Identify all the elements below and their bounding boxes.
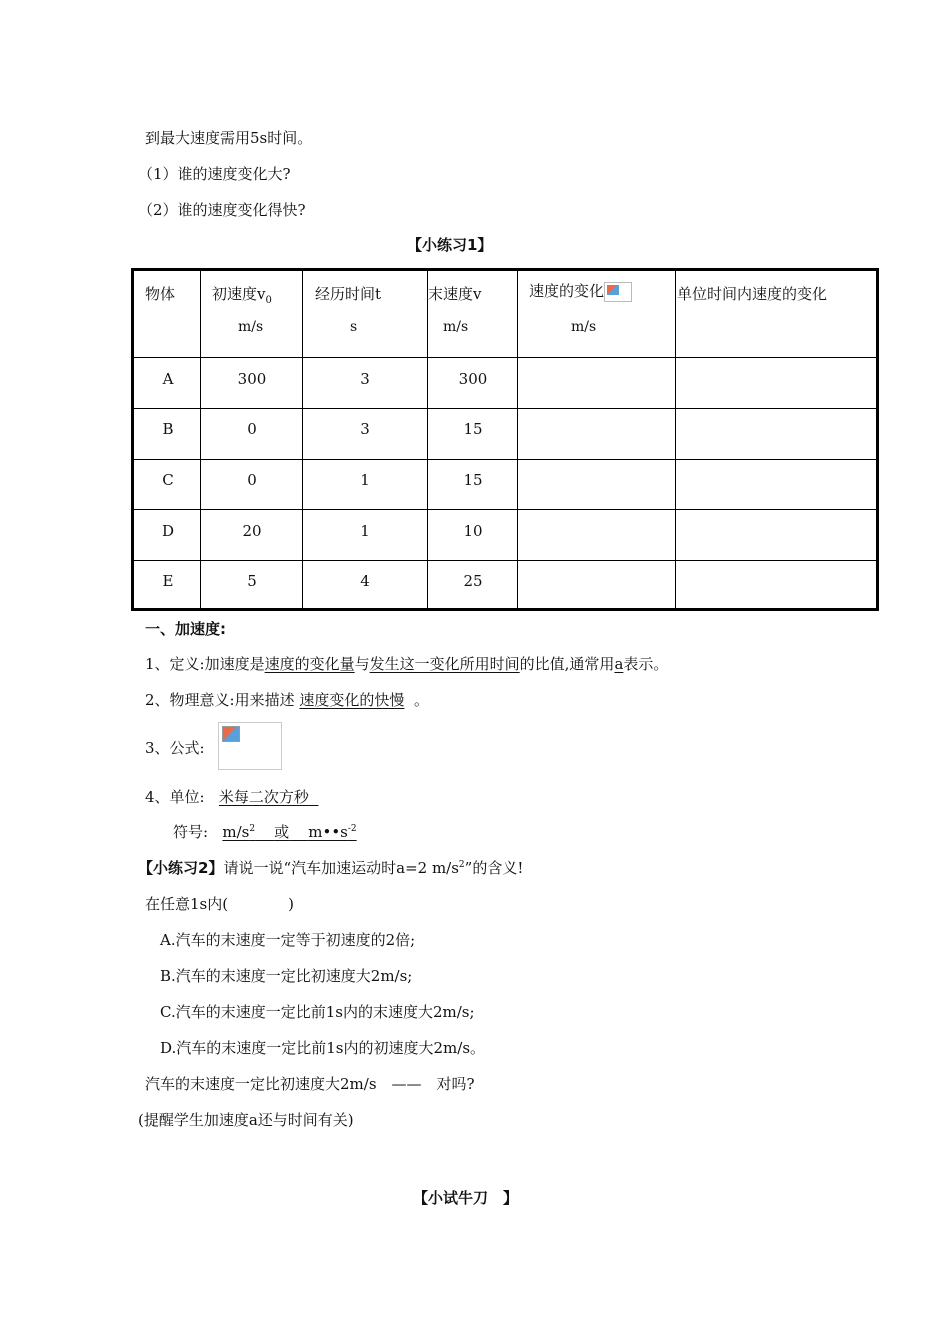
speed-table	[131, 268, 879, 611]
practice-1-title: 【小练习1】	[407, 236, 493, 254]
cell-v0: 0	[247, 471, 257, 489]
formula-image	[218, 722, 282, 770]
teacher-reminder: (提醒学生加速度a还与时间有关)	[138, 1111, 354, 1129]
header-time-unit: s	[350, 319, 358, 335]
question-1: （1）谁的速度变化大?	[138, 165, 291, 183]
cell-object: E	[162, 572, 174, 590]
intro-line: 到最大速度需用5s时间。	[145, 129, 313, 147]
cell-object: A	[162, 370, 174, 388]
cell-time: 4	[360, 572, 370, 590]
symbol-line: 符号: $m/s^2$ 或 $m••s^{-2}$	[173, 823, 357, 841]
header-object: 物体	[145, 285, 176, 303]
header-v0: 初速度$v_0$	[212, 285, 272, 306]
option-a: A.汽车的末速度一定等于初速度的2倍;	[160, 931, 416, 949]
cell-v0: 0	[247, 420, 257, 438]
cell-final-velocity: 15	[463, 471, 483, 489]
cell-v0: 300	[237, 370, 267, 388]
formula-image-icon	[604, 282, 632, 302]
broken-image-icon	[222, 726, 240, 742]
header-rate: 单位时间内速度的变化	[677, 285, 828, 303]
cell-time: 1	[360, 522, 370, 540]
definition-line: 1、定义:加速度是速度的变化量与发生这一变化所用时间的比值,通常用a表示。	[145, 655, 669, 673]
header-final-velocity: 末速度v	[428, 285, 482, 303]
trial-title: 【小试牛刀 】	[413, 1189, 519, 1207]
option-c: C.汽车的末速度一定比前1s内的末速度大2m/s;	[160, 1003, 475, 1021]
cell-final-velocity: 300	[458, 370, 488, 388]
unit-line: 4、单位: 米每二次方秒	[145, 788, 309, 806]
meaning-line: 2、物理意义:用来描述 速度变化的快慢 。	[145, 691, 429, 709]
cell-time: 1	[360, 471, 370, 489]
option-b: B.汽车的末速度一定比初速度大2m/s;	[160, 967, 413, 985]
header-final-velocity-unit: m/s	[443, 319, 469, 335]
header-time: 经历时间t	[315, 285, 382, 303]
formula-label: 3、公式:	[145, 739, 205, 757]
practice-2-question: 在任意1s内( )	[145, 895, 294, 913]
cell-v0: 5	[247, 572, 257, 590]
cell-object: B	[162, 420, 174, 438]
cell-object: D	[161, 522, 175, 540]
check-question: 汽车的末速度一定比初速度大2m/s —— 对吗?	[145, 1075, 475, 1093]
question-2: （2）谁的速度变化得快?	[138, 201, 306, 219]
header-velocity-change: 速度的变化	[529, 280, 632, 302]
cell-final-velocity: 25	[463, 572, 483, 590]
header-velocity-change-unit: m/s	[571, 319, 597, 335]
cell-final-velocity: 15	[463, 420, 483, 438]
cell-time: 3	[360, 420, 370, 438]
cell-final-velocity: 10	[463, 522, 483, 540]
practice-2-prompt: 【小练习2】请说一说“汽车加速运动时a=2 $m/s^2$”的含义!	[138, 859, 524, 877]
cell-time: 3	[360, 370, 370, 388]
cell-v0: 20	[242, 522, 262, 540]
header-v0-unit: m/s	[238, 319, 264, 335]
cell-object: C	[162, 471, 174, 489]
option-d: D.汽车的末速度一定比前1s内的初速度大2m/s。	[160, 1039, 486, 1057]
section-heading: 一、加速度:	[145, 620, 226, 638]
